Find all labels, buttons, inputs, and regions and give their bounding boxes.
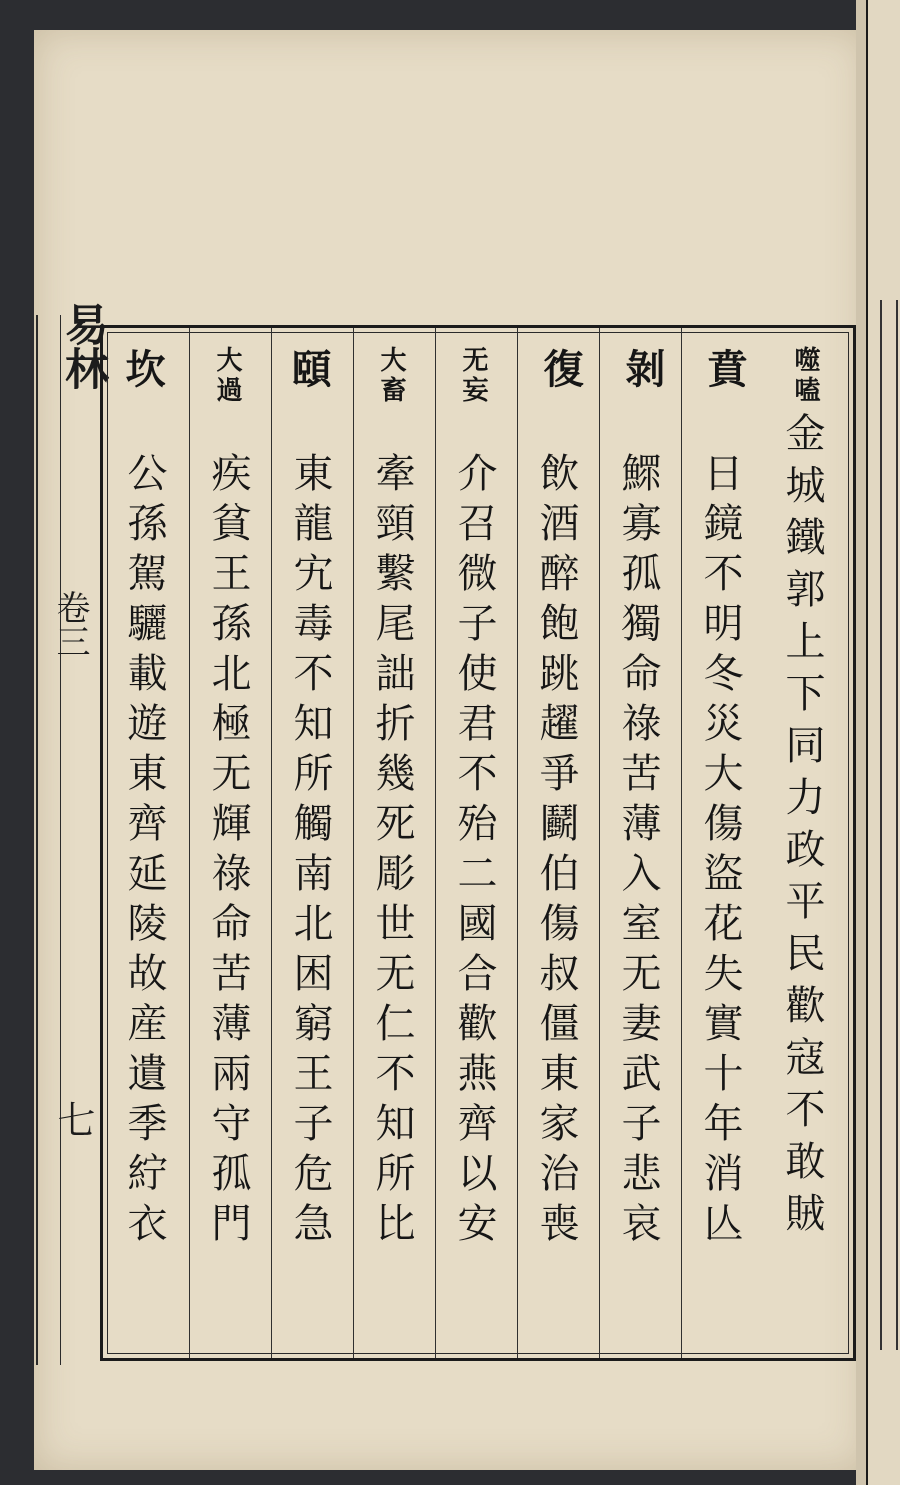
volume-label: 卷三 bbox=[50, 590, 90, 658]
margin-rule bbox=[60, 315, 61, 1365]
column-rule bbox=[271, 328, 272, 1358]
hexagram-name: 頤 bbox=[285, 348, 332, 402]
adjacent-page-border bbox=[880, 300, 898, 1350]
verse-text: 東龍宄毒不知所觸南北困窮王子危急 bbox=[287, 452, 333, 1252]
hexagram-name: 賁 bbox=[701, 348, 748, 402]
hexagram-name: 大過 bbox=[212, 346, 242, 406]
hexagram-name: 剝 bbox=[619, 348, 666, 402]
folio-number: 七 bbox=[51, 1100, 95, 1138]
hexagram-name: 坎 bbox=[119, 348, 166, 402]
verse-text: 鰥寡孤獨命祿苦薄入室无妻武子悲哀 bbox=[615, 452, 661, 1252]
column-rule bbox=[189, 328, 190, 1358]
block-margin bbox=[36, 315, 102, 1365]
verse-text: 飲酒醉飽跳趯爭鬬伯傷叔僵東家治喪 bbox=[533, 452, 579, 1252]
adjacent-page bbox=[866, 0, 900, 1485]
hexagram-name: 復 bbox=[537, 348, 584, 402]
hexagram-name: 大畜 bbox=[376, 346, 406, 406]
column-rule bbox=[353, 328, 354, 1358]
verse-text: 疾貧王孫北極无輝祿命苦薄兩守孤門 bbox=[205, 452, 251, 1252]
verse-text: 公孫駕驪載遊東齊延陵故産遺季紵衣 bbox=[121, 452, 167, 1252]
column-rule bbox=[681, 328, 682, 1358]
column-rule bbox=[435, 328, 436, 1358]
hexagram-name: 噬嗑 bbox=[790, 346, 820, 406]
verse-text: 介召微子使君不殆二國合歡燕齊以安 bbox=[451, 452, 497, 1252]
column-rule bbox=[517, 328, 518, 1358]
verse-text: 日鏡不明冬災大傷盜花失實十年消亾 bbox=[697, 452, 743, 1252]
verse-text: 金城鐵郭上下同力政平民歡寇不敢賊 bbox=[779, 412, 825, 1244]
verse-text: 牽頸繫尾詘折幾死彫世无仁不知所比 bbox=[369, 452, 415, 1252]
hexagram-name: 无妄 bbox=[458, 346, 488, 406]
book-title: 易林 bbox=[57, 302, 108, 390]
column-rule bbox=[599, 328, 600, 1358]
